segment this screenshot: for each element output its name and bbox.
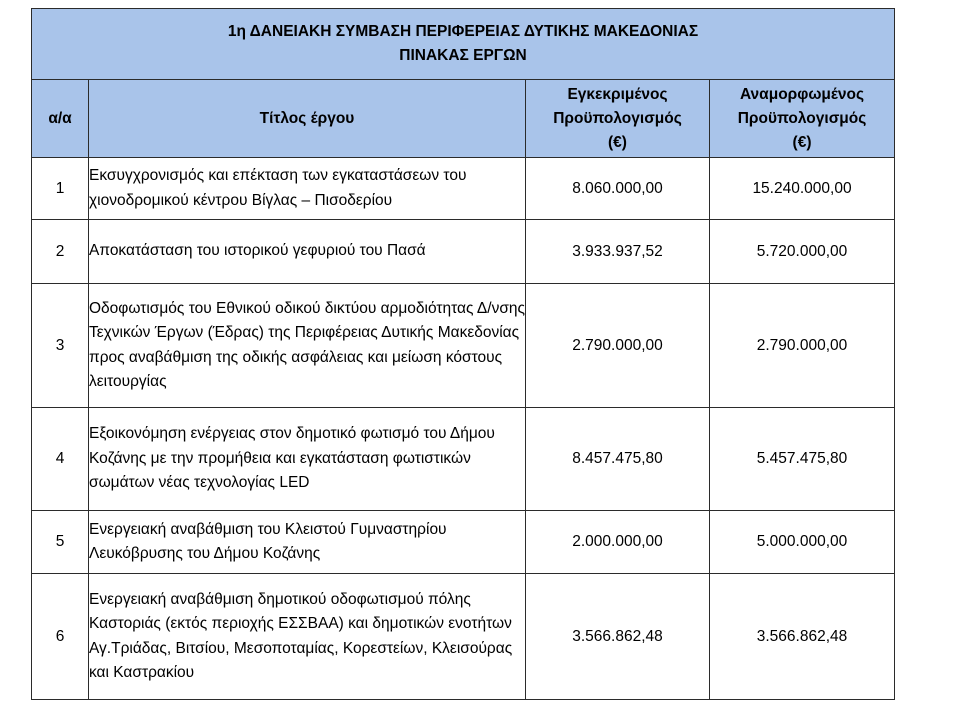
project-title: Ενεργειακή αναβάθμιση δημοτικού οδοφωτισμού πόλης Καστοριάς (εκτός περιοχής ΕΣΣΒΑΑ) και δημοτικών ενοτήτων Αγ.Τριάδας, Βιτσίου, Μεσοποταμίας, Κορεστείων, Κλεισούρας και Καστρακίου: [89, 574, 526, 700]
header-approved-line-2: Προϋπολογισμός: [553, 109, 682, 127]
project-title: Οδοφωτισμός του Εθνικού οδικού δικτύου αρμοδιότητας Δ/νσης Τεχνικών Έργων (Έδρας) της Περιφέρειας Δυτικής Μακεδονίας προς αναβάθμιση της οδικής ασφάλειας και μείωση κόστους λειτουργίας: [89, 284, 526, 408]
table-row: [32, 408, 895, 511]
header-revised-line-1: Αναμορφωμένος: [739, 85, 865, 103]
header-approved-line-1: Εγκεκριμένος: [567, 85, 668, 103]
approved-budget: 8.457.475,80: [526, 408, 710, 511]
revised-budget: 2.790.000,00: [710, 284, 895, 408]
project-title: Αποκατάσταση του ιστορικού γεφυριού του Πασά: [89, 220, 526, 284]
row-number: 4: [32, 408, 89, 511]
approved-budget: 2.790.000,00: [526, 284, 710, 408]
approved-budget: 8.060.000,00: [526, 158, 710, 220]
revised-budget: 5.457.475,80: [710, 408, 895, 511]
approved-budget: 2.000.000,00: [526, 511, 710, 574]
header-approved-budget: [526, 80, 710, 158]
table-title-line-2: ΠΙΝΑΚΑΣ ΕΡΓΩΝ: [399, 47, 527, 64]
project-title: Εκσυγχρονισμός και επέκταση των εγκαταστάσεων του χιονοδρομικού κέντρου Βίγλας – Πισοδερίου: [89, 158, 526, 220]
approved-budget: 3.933.937,52: [526, 220, 710, 284]
project-title: Εξοικονόμηση ενέργειας στον δημοτικό φωτισμό του Δήμου Κοζάνης με την προμήθεια και εγκατάσταση φωτιστικών σωμάτων νέας τεχνολογίας LED: [89, 408, 526, 511]
revised-budget: 3.566.862,48: [710, 574, 895, 700]
table-row: [32, 220, 895, 284]
row-number: 1: [32, 158, 89, 220]
header-revised-line-2: Προϋπολογισμός: [737, 109, 867, 127]
table-header-row: [32, 80, 895, 158]
revised-budget: 5.720.000,00: [710, 220, 895, 284]
header-title: Τίτλος έργου: [89, 80, 526, 158]
header-approved-line-3: (€): [608, 133, 627, 151]
header-revised-line-3: (€): [792, 133, 812, 151]
row-number: 5: [32, 511, 89, 574]
approved-budget: 3.566.862,48: [526, 574, 710, 700]
table-title: [32, 9, 895, 80]
table-row: [32, 511, 895, 574]
table-row: [32, 574, 895, 700]
header-number: α/α: [32, 80, 89, 158]
revised-budget: 5.000.000,00: [710, 511, 895, 574]
row-number: 3: [32, 284, 89, 408]
table-title-line-1: 1η ΔΑΝΕΙΑΚΗ ΣΥΜΒΑΣΗ ΠΕΡΙΦΕΡΕΙΑΣ ΔΥΤΙΚΗΣ ΜΑΚΕΔΟΝΙΑΣ: [227, 23, 699, 40]
header-revised-budget: [710, 80, 895, 158]
revised-budget: 15.240.000,00: [710, 158, 895, 220]
row-number: 2: [32, 220, 89, 284]
projects-table: [31, 8, 895, 700]
project-title: Ενεργειακή αναβάθμιση του Κλειστού Γυμναστηρίου Λευκόβρυσης του Δήμου Κοζάνης: [89, 511, 526, 574]
table-row: [32, 158, 895, 220]
table-row: [32, 284, 895, 408]
table-title-row: [32, 9, 895, 80]
row-number: 6: [32, 574, 89, 700]
